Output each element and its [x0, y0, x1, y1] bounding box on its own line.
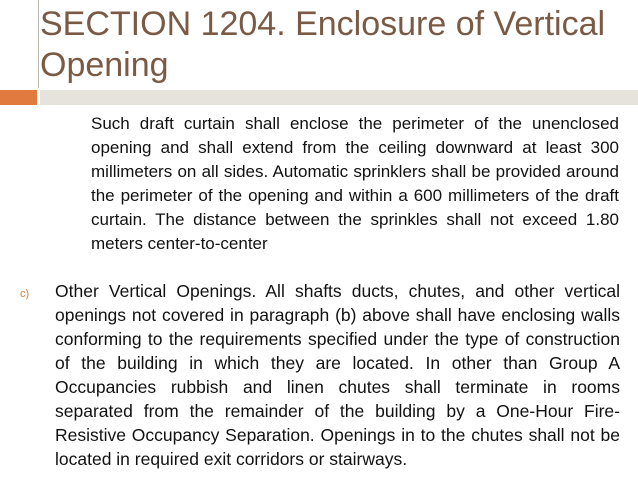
accent-bar: [0, 90, 37, 105]
title-divider: [40, 90, 638, 105]
slide-title: SECTION 1204. Enclosure of Vertical Opening: [40, 5, 606, 84]
other-vertical-openings-paragraph: Other Vertical Openings. All shafts ducts, chutes, and other vertical openings not covered in paragraph (b) above shall have enclosing walls conforming to the requirements specified under the type of construction of the building in which they are located. In other than Group A Occupancies rubbish and linen chutes shall terminate in rooms separated from the remainder of the building by a One-Hour Fire-Resistive Occupancy Separation. Openings in to the chutes shall not be located in required exit corridors or stairways.: [55, 281, 620, 469]
draft-curtain-paragraph: Such draft curtain shall enclose the perimeter of the unenclosed opening and shall extend from the ceiling downward at least 300 millimeters on all sides. Automatic sprinklers shall be provided around the perimeter of the opening and within a 600 millimeters of the draft curtain. The distance between the sprinkles shall not exceed 1.80 meters center-to-center: [91, 114, 619, 253]
title-left-rule: [38, 0, 39, 88]
list-marker-c: c): [20, 288, 30, 300]
